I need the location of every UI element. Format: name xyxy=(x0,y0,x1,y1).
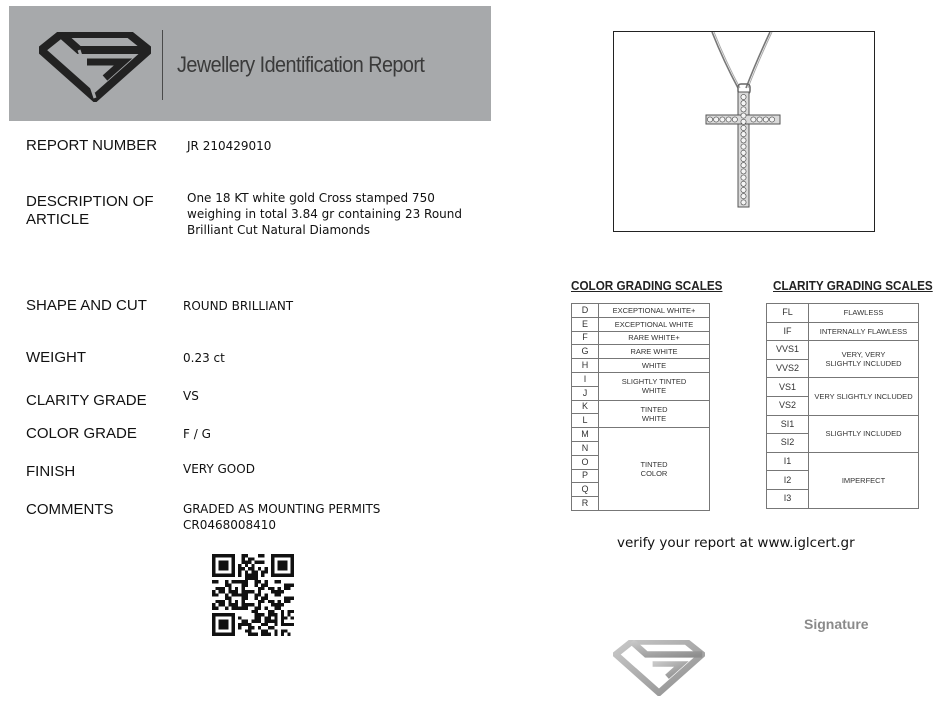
color-letter-q: Q xyxy=(572,483,599,497)
color-desc-mr-line2: COLOR xyxy=(640,469,668,479)
qr-code-icon[interactable] xyxy=(212,554,294,636)
color-letter-h: H xyxy=(572,359,599,373)
weight-label: WEIGHT xyxy=(26,349,86,366)
weight-value: 0.23 ct xyxy=(183,351,225,365)
color-desc-kl xyxy=(599,400,710,428)
report-number-value: JR 210429010 xyxy=(187,139,272,153)
clarity-grade-si2: SI2 xyxy=(767,434,809,453)
clarity-desc-vvs-line1: VERY, VERY xyxy=(841,350,886,360)
color-letter-r: R xyxy=(572,497,599,511)
color-desc-kl-line2: WHITE xyxy=(641,413,667,423)
color-grading-table xyxy=(571,303,710,511)
comments-label: COMMENTS xyxy=(26,501,114,518)
shape-cut-label: SHAPE AND CUT xyxy=(26,297,147,314)
diamond-g-watermark-icon xyxy=(613,640,705,696)
description-label-line2: ARTICLE xyxy=(26,211,90,228)
color-letter-i: I xyxy=(572,372,599,386)
finish-label: FINISH xyxy=(26,463,76,480)
color-desc-ij-line1: SLIGHTLY TINTED xyxy=(621,377,687,387)
color-desc-e: EXCEPTIONAL WHITE xyxy=(599,317,710,331)
clarity-grade-label: CLARITY GRADE xyxy=(26,392,147,409)
clarity-desc-vvs xyxy=(809,341,919,378)
color-letter-l: L xyxy=(572,414,599,428)
description-value-line2: weighing in total 3.84 gr containing 23 Round xyxy=(187,207,462,221)
color-desc-f: RARE WHITE+ xyxy=(599,331,710,345)
clarity-desc-i: IMPERFECT xyxy=(809,452,919,508)
clarity-grade-i1: I1 xyxy=(767,452,809,471)
color-letter-f: F xyxy=(572,331,599,345)
clarity-grading-table xyxy=(766,303,919,509)
clarity-grade-vs1: VS1 xyxy=(767,378,809,397)
color-letter-d: D xyxy=(572,304,599,318)
clarity-grade-vvs1: VVS1 xyxy=(767,341,809,360)
diamond-g-logo-icon xyxy=(39,32,151,102)
shape-cut-value: ROUND BRILLIANT xyxy=(183,299,294,313)
clarity-desc-if: INTERNALLY FLAWLESS xyxy=(809,322,919,341)
finish-value: VERY GOOD xyxy=(183,462,255,476)
color-letter-g: G xyxy=(572,345,599,359)
verify-report-link[interactable]: verify your report at www.iglcert.gr xyxy=(617,535,855,551)
header-banner xyxy=(9,6,491,121)
report-title: Jewellery Identification Report xyxy=(177,52,425,77)
comments-value-line1: GRADED AS MOUNTING PERMITS xyxy=(183,502,381,516)
description-label-line1: DESCRIPTION OF xyxy=(26,193,154,210)
description-value-line3: Brilliant Cut Natural Diamonds xyxy=(187,223,370,237)
report-number-label: REPORT NUMBER xyxy=(26,137,158,154)
color-letter-k: K xyxy=(572,400,599,414)
diamond-cross-pendant-icon xyxy=(614,32,875,232)
color-scale-title: COLOR GRADING SCALES xyxy=(571,278,723,293)
clarity-scale-title: CLARITY GRADING SCALES xyxy=(773,278,933,293)
signature-label: Signature xyxy=(804,616,869,632)
clarity-grade-fl: FL xyxy=(767,304,809,323)
color-desc-h: WHITE xyxy=(599,359,710,373)
clarity-desc-vvs-line2: SLIGHTLY INCLUDED xyxy=(825,359,902,369)
header-divider xyxy=(162,30,163,100)
clarity-grade-i3: I3 xyxy=(767,489,809,508)
clarity-grade-if: IF xyxy=(767,322,809,341)
color-desc-ij xyxy=(599,372,710,400)
color-letter-p: P xyxy=(572,469,599,483)
color-grade-value: F / G xyxy=(183,427,211,441)
color-desc-d: EXCEPTIONAL WHITE+ xyxy=(599,304,710,318)
color-desc-kl-line1: TINTED xyxy=(640,404,668,414)
clarity-grade-i2: I2 xyxy=(767,471,809,490)
clarity-grade-si1: SI1 xyxy=(767,415,809,434)
color-letter-e: E xyxy=(572,317,599,331)
color-desc-g: RARE WHITE xyxy=(599,345,710,359)
color-letter-m: M xyxy=(572,428,599,442)
color-desc-mr-line1: TINTED xyxy=(640,460,668,470)
color-letter-n: N xyxy=(572,441,599,455)
clarity-grade-vs2: VS2 xyxy=(767,396,809,415)
color-desc-ij-line2: WHITE xyxy=(641,386,667,396)
color-grade-label: COLOR GRADE xyxy=(26,425,137,442)
product-photo xyxy=(613,31,875,232)
color-letter-o: O xyxy=(572,455,599,469)
color-letter-j: J xyxy=(572,386,599,400)
clarity-grade-value: VS xyxy=(183,389,199,403)
comments-value-line2: CR0468008410 xyxy=(183,518,277,532)
clarity-grade-vvs2: VVS2 xyxy=(767,359,809,378)
clarity-desc-fl: FLAWLESS xyxy=(809,304,919,323)
color-desc-mr xyxy=(599,428,710,511)
clarity-desc-vs: VERY SLIGHTLY INCLUDED xyxy=(809,378,919,415)
description-value-line1: One 18 KT white gold Cross stamped 750 xyxy=(187,191,435,205)
clarity-desc-si: SLIGHTLY INCLUDED xyxy=(809,415,919,452)
